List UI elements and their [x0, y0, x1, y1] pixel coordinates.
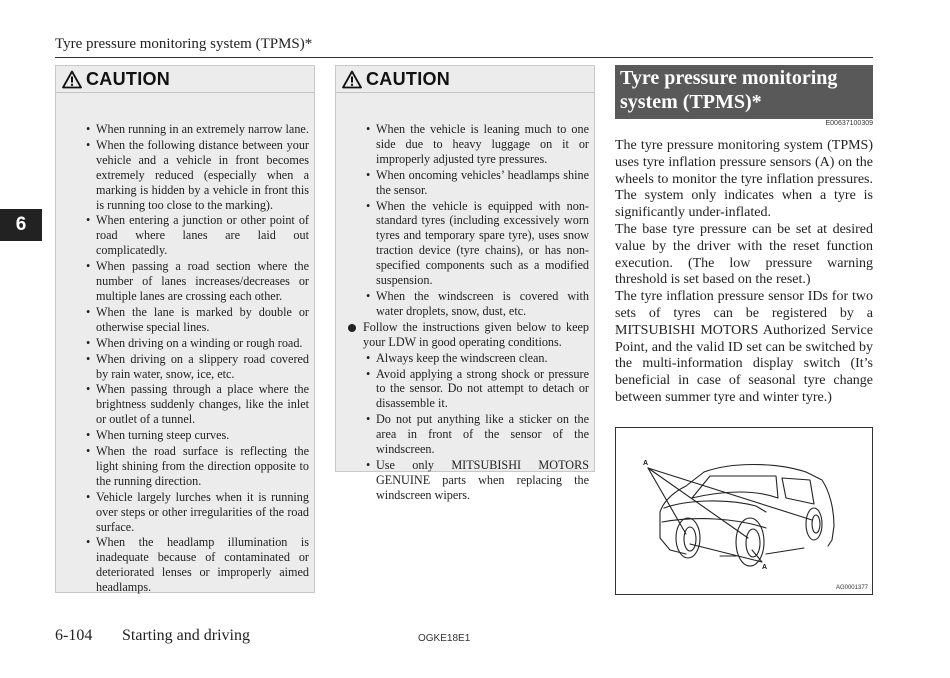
tpms-figure — [615, 427, 873, 595]
header-rule — [55, 57, 873, 58]
list-item: • When passing a road section where the number of lanes increases/decreases or multiple lanes are crossing each other. — [96, 259, 309, 304]
chapter-tab: 6 — [0, 209, 42, 241]
list-item: • When running in an extremely narrow lane. — [96, 122, 309, 137]
sensor-label-a-top: A — [643, 460, 649, 467]
body-paragraph: The tyre pressure monitoring system (TPMS) uses tyre inflation pressure sensors (A) on the wheels to monitor the tyre inflation pressures. The system only indicates when a tyre is significantly under-inflated. — [615, 138, 873, 221]
list-item: • When the vehicle is equipped with non-standard tyres (including excessively worn tyres and temporary spare tyre), uses snow traction device (tyre chains), or has non-specified components such as a modified suspension. — [376, 199, 589, 288]
section-title: Tyre pressure monitoring system (TPMS)* — [615, 65, 873, 119]
list-item: • When the headlamp illumination is inadequate because of contaminated or deteriorated lenses or improperly aimed headlamps. — [96, 535, 309, 595]
list-item: • Vehicle largely lurches when it is running over steps or other irregularities of the road surface. — [96, 490, 309, 535]
sensor-label-a-bottom: A — [762, 564, 768, 571]
list-item: • Use only MITSUBISHI MOTORS GENUINE parts when replacing the windscreen wipers. — [376, 458, 589, 503]
list-item: • Always keep the windscreen clean. — [376, 351, 589, 366]
caution-header-right — [336, 66, 594, 93]
list-item: • When oncoming vehicles’ headlamps shine the sensor. — [376, 168, 589, 198]
list-item: • Do not put anything like a sticker on the area in front of the sensor of the windscreen. — [376, 412, 589, 457]
body-paragraph: The tyre inflation pressure sensor IDs for two sets of tyres can be registered by a MITSUBISHI MOTORS Authorized Service Point, and the valid ID set can be switched by the multi-information display switch (It’s beneficial in case of seasonal tyre change between summer tyre and winter tyre.) — [615, 289, 873, 405]
round-bullet-icon — [348, 324, 356, 332]
instruction-text: Follow the instructions given below to keep your LDW in good operating conditions. — [363, 319, 589, 349]
caution-list-right-b — [376, 351, 589, 503]
caution-list-left — [56, 93, 314, 595]
caution-title-right: CAUTION — [366, 68, 451, 89]
caution-header-left — [56, 66, 314, 93]
car-illustration — [616, 428, 872, 594]
list-item: • When the windscreen is covered with water droplets, snow, dust, etc. — [376, 289, 589, 319]
list-item: • When turning steep curves. — [96, 428, 309, 443]
list-item: • When driving on a winding or rough road. — [96, 336, 309, 351]
section-body — [615, 138, 873, 407]
page-number: 6-104 — [55, 627, 93, 644]
list-item: • Avoid applying a strong shock or pressure to the sensor. Do not attempt to detach or disassemble it. — [376, 367, 589, 412]
instruction-paragraph — [336, 320, 594, 350]
caution-box-right — [335, 65, 595, 502]
document-code: OGKE18E1 — [418, 633, 471, 644]
warning-triangle-icon — [342, 70, 362, 89]
list-item: • When passing through a place where the brightness suddenly changes, like the inlet or outlet of a tunnel. — [96, 382, 309, 427]
body-paragraph: The base tyre pressure can be set at desired value by the driver with the reset function execution. (The low pressure warning threshold is set based on the reset.) — [615, 221, 873, 288]
list-item: • When entering a junction or other point of road where lanes are laid out complicatedly. — [96, 213, 309, 258]
figure-code: AG0001377 — [835, 585, 868, 591]
caution-list-right-a — [376, 122, 589, 319]
list-item: • When driving on a slippery road covered by rain water, snow, ice, etc. — [96, 352, 309, 382]
list-item: • When the following distance between your vehicle and a vehicle in front becomes extremely reduced (especially when a marking is hidden by a vehicle in front this is running too close to the marking). — [96, 138, 309, 213]
list-item: • When the vehicle is leaning much to one side due to heavy luggage on it or improperly adjusted tyre pressures. — [376, 122, 589, 167]
section-code: E00637100309 — [825, 120, 873, 127]
list-item: • When the lane is marked by double or otherwise special lines. — [96, 305, 309, 335]
warning-triangle-icon — [62, 70, 82, 89]
footer-chapter-title: Starting and driving — [122, 627, 250, 644]
caution-title-left: CAUTION — [86, 68, 171, 89]
caution-box-left — [55, 65, 315, 593]
list-item: • When the road surface is reflecting the light shining from the direction opposite to the running direction. — [96, 444, 309, 489]
running-title: Tyre pressure monitoring system (TPMS)* — [55, 36, 313, 52]
